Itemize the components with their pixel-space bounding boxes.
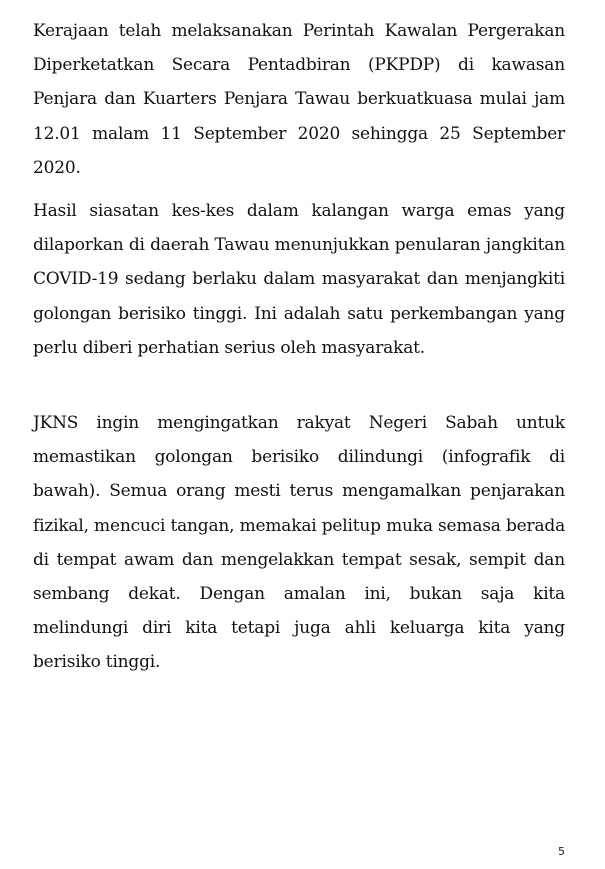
page-number: 5 — [558, 845, 565, 858]
paragraph-jkns-reminder: JKNS ingin mengingatkan rakyat Negeri Sabah untuk memastikan golongan berisiko dilindungi (infografik di bawah). Semua orang mesti terus mengamalkan penjarakan fizikal, mencuci tangan, memakai pelitup muka semasa berada di tempat awam dan mengelakkan tempat sesak, sempit dan sembang dekat. Dengan amalan ini, bukan saja kita melindungi diri kita tetapi juga ahli keluarga kita yang berisiko tinggi. — [33, 413, 565, 673]
paragraph-tawau-investigation: Hasil siasatan kes-kes dalam kalangan warga emas yang dilaporkan di daerah Tawau menunjukkan penularan jangkitan COVID-19 sedang berlaku dalam masyarakat dan menjangkiti golongan berisiko tinggi. Ini adalah satu perkembangan yang perlu diberi perhatian serius oleh masyarakat. — [33, 201, 565, 358]
paragraph-pkpdp-announcement: Kerajaan telah melaksanakan Perintah Kawalan Pergerakan Diperketatkan Secara Pentadbiran (PKPDP) di kawasan Penjara dan Kuarters Penjara Tawau berkuatkuasa mulai jam 12.01 malam 11 September 2020 sehingga 25 September 2020. — [33, 21, 565, 178]
